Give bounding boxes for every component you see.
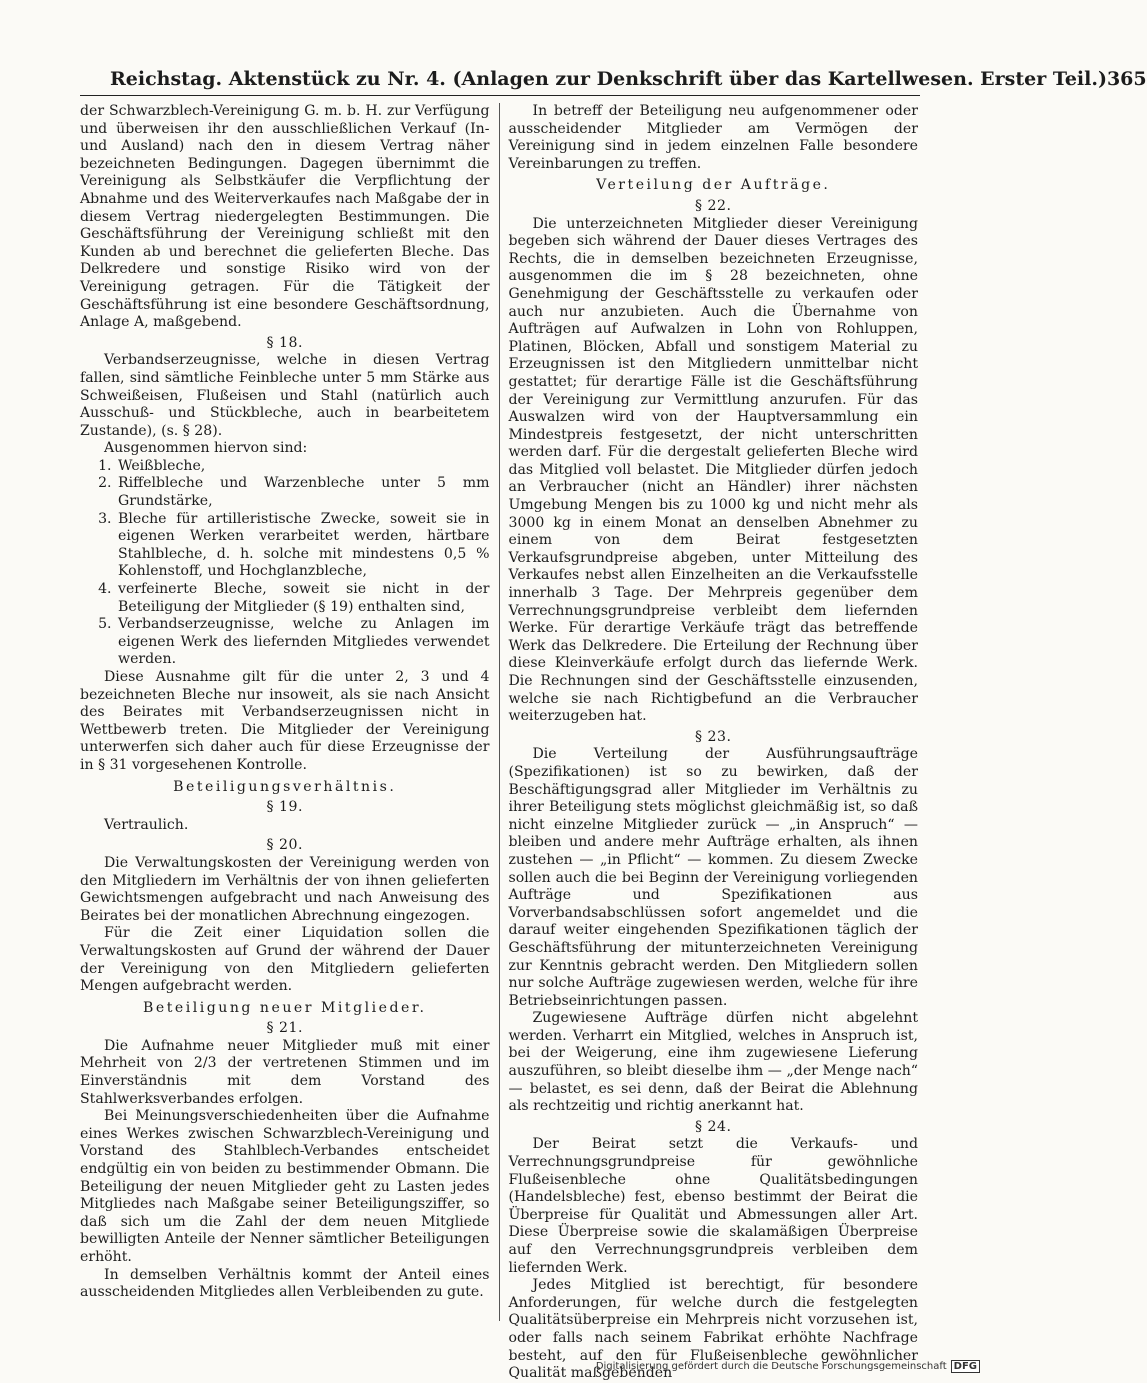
paragraph: der Schwarzblech-Vereinigung G. m. b. H. zur Verfügung und überweisen ihr den ausschließlichen Verkauf (In- und Ausland) nach den in diesem Vertrag näher bezeichneten Bedingungen. Dagegen übernimmt die Vereinigung als Selbstkäufer die Verpflichtung der Abnahme und des Weiterverkaufes nach Maßgabe der in diesem Vertrag niedergelegten Bestimmungen. Die Geschäftsführung der Vereinigung schließt mit den Kunden ab und berechnet die gelieferten Bleche. Das Delkredere und sonstige Risiko wird von der Vereinigung getragen. Für die Tätigkeit der Geschäftsführung ist eine besondere Geschäftsordnung, Anlage A, maßgebend. [80, 103, 490, 331]
section-number: § 23. [695, 728, 732, 745]
header-rule [80, 95, 920, 96]
page-header [110, 58, 1147, 90]
exclusions-list [80, 458, 490, 669]
section-number: § 24. [695, 1118, 732, 1135]
paragraph: Verbandserzeugnisse, welche in diesen Vertrag fallen, sind sämtliche Feinbleche unter 5 mm Stärke aus Schweißeisen, Flußeisen und Stahl (natürlich auch Ausschuß- und Stückbleche, auch in bearbeitetem Zustande), (s. § 28). [80, 352, 490, 439]
page-number: 365 [1106, 68, 1147, 90]
paragraph: In betreff der Beteiligung neu aufgenommener oder ausscheidender Mitglieder am Vermögen der Vereinigung sind in jedem einzelnen Falle besondere Vereinbarungen zu treffen. [508, 103, 918, 172]
paragraph: Die Verteilung der Ausführungsaufträge (Spezifikationen) ist so zu bewirken, daß der Beschäftigungsgrad aller Mitglieder im Verhältnis zu ihrer Beteiligung stets möglichst gleichmäßig ist, so daß nicht einzelne Mitglieder zurück — „in Anspruch“ — bleiben und andere mehr Aufträge erhalten, als ihnen zustehen — „in Pflicht“ — kommen. Zu diesem Zwecke sollen auch die bei Beginn der Vereinigung vorliegenden Aufträge und Spezifikationen aus Vorverbandsabschlüssen sofort angemeldet und die darauf weiter eingehenden Spezifikationen täglich der Geschäftsführung der mitunterzeichneten Vereinigung zur Kenntnis gebracht werden. Den Mitgliedern sollen nur solche Aufträge zugewiesen werden, welche für ihre Betriebseinrichtungen passen. [508, 746, 918, 1009]
section-number: § 22. [695, 197, 732, 214]
paragraph: Vertraulich. [104, 816, 189, 833]
dfg-logo: DFG [951, 1360, 980, 1373]
section-heading: Beteiligungsverhältnis. [173, 778, 397, 795]
paragraph: Die unterzeichneten Mitglieder dieser Vereinigung begeben sich während der Dauer dieses Vertrages des Rechts, die in demselben bezeichneten Erzeugnisse, ausgenommen die im § 28 bezeichneten, ohne Genehmigung der Geschäftsstelle zu verkaufen oder auch nur anzubieten. Auch die Übernahme von Aufträgen auf Aufwalzen in Lohn von Rohluppen, Platinen, Blöcken, Abfall und sonstigem Material zu Erzeugnissen ist den Mitgliedern unmittelbar nicht gestattet; für derartige Fälle ist die Geschäftsführung der Vereinigung zur Vermittlung anzurufen. Für das Auswalzen wird von der Hauptversammlung ein Mindestpreis festgesetzt, der nicht unterschritten werden darf. Für die dergestalt gelieferten Bleche wird das Mitglied voll belastet. Die Mitglieder dürfen jedoch an Verbraucher (nicht an Händler) ihrer nächsten Umgebung Mengen bis zu 1000 kg und nicht mehr als 3000 kg in einem Monat an denselben Abnehmer zu einem von dem Beirat festgesetzten Verkaufsgrundpreise abgeben, unter Mitteilung des Verkaufes nebst allen Einzelheiten an die Verkaufsstelle innerhalb 3 Tage. Der Mehrpreis gegenüber dem Verrechnungsgrundpreise verbleibt dem liefernden Werke. Für derartige Verkäufe trägt das betreffende Werk das Delkredere. Die Erteilung der Rechnung über diese Kleinverkäufe erfolgt durch das liefernde Werk. Die Rechnungen sind der Geschäftsstelle einzusenden, welche sie nach Richtigbefund an die Verbraucher weiterzugeben hat. [508, 215, 918, 725]
section-number: § 18. [266, 334, 303, 351]
paragraph: Zugewiesene Aufträge dürfen nicht abgelehnt werden. Verharrt ein Mitglied, welches in Anspruch ist, bei der Weigerung, eine ihm zugewiesene Lieferung auszuführen, so bleibt dieselbe ihm — „der Menge nach“ — belastet, es sei denn, daß der Beirat die Ablehnung als rechtzeitig und richtig anerkannt hat. [508, 1010, 918, 1115]
section-number: § 19. [266, 799, 303, 816]
list-item: 5. Verbandserzeugnisse, welche zu Anlagen im eigenen Werk des liefernden Mitgliedes verwendet werden. [116, 616, 490, 669]
paragraph: Bei Meinungsverschiedenheiten über die Aufnahme eines Werkes zwischen Schwarzblech-Vereinigung und Vorstand des Stahlblech-Verbandes entscheidet endgültig ein von beiden zu bestimmender Obmann. Die Beteiligung der neuen Mitglieder geht zu Lasten jedes Mitgliedes nach Maßgabe seiner Beteiligungsziffer, so daß sich um die Zahl der dem neuen Mitgliede bewilligten Anteile der Nenner sämtlicher Beteiligungen erhöht. [80, 1108, 490, 1265]
paragraph: Die Verwaltungskosten der Vereinigung werden von den Mitgliedern im Verhältnis der von ihnen gelieferten Gewichtsmengen aufgebracht und nach Anweisung des Beirates bei der monatlichen Abrechnung eingezogen. [80, 854, 490, 924]
paragraph: Der Beirat setzt die Verkaufs- und Verrechnungsgrundpreise für gewöhnliche Flußeisenbleche ohne Qualitätsbedingungen (Handelsbleche) fest, ebenso bestimmt der Beirat die Überpreise für Qualität und Abmessungen aller Art. Diese Überpreise sowie die skalamäßigen Überpreise auf den Verrechnungsgrundpreis verbleiben dem liefernden Werk. [508, 1136, 918, 1276]
list-item: 4. verfeinerte Bleche, soweit sie nicht in der Beteiligung der Mitglieder (§ 19) enthalten sind, [116, 581, 490, 616]
paragraph: Die Aufnahme neuer Mitglieder muß mit einer Mehrheit von 2/3 der vertretenen Stimmen und im Einverständnis mit dem Vorstand des Stahlwerksverbandes erfolgen. [80, 1037, 490, 1107]
section-number: § 21. [266, 1020, 303, 1037]
funding-footer [596, 1360, 980, 1373]
paragraph: Für die Zeit einer Liquidation sollen die Verwaltungskosten auf Grund der während der Dauer der Vereinigung von den Mitgliedern gelieferten Mengen aufgebracht werden. [80, 925, 490, 995]
paragraph: In demselben Verhältnis kommt der Anteil eines ausscheidenden Mitgliedes allen Verbleibenden zu gute. [80, 1266, 490, 1301]
funding-note: Digitalisierung gefördert durch die Deutsche Forschungsgemeinschaft [595, 1361, 947, 1372]
paragraph: Diese Ausnahme gilt für die unter 2, 3 und 4 bezeichneten Bleche nur insoweit, als sie nach Ansicht des Beirates mit Verbandserzeugnissen nicht in Wettbewerb treten. Die Mitglieder der Vereinigung unterwerfen sich daher auch für diese Erzeugnisse der in § 31 vorgesehenen Kontrolle. [80, 669, 490, 773]
list-item: 2. Riffelbleche und Warzenbleche unter 5 mm Grundstärke, [116, 475, 490, 510]
paragraph: Ausgenommen hiervon sind: [104, 440, 308, 457]
list-item: 3. Bleche für artilleristische Zwecke, soweit sie in eigenen Werken verarbeitet werden, härtbare Stahlbleche, d. h. solche mit mindestens 0,5 % Kohlenstoff, und Hochglanzbleche, [116, 511, 490, 581]
section-heading: Verteilung der Aufträge. [596, 177, 831, 194]
running-title: Reichstag. Aktenstück zu Nr. 4. (Anlagen zur Denkschrift über das Kartellwesen. Erster Teil.) [110, 68, 1107, 90]
section-heading: Beteiligung neuer Mitglieder. [143, 999, 427, 1016]
section-number: § 20. [266, 837, 303, 854]
paragraph: Jedes Mitglied ist berechtigt, für besondere Anforderungen, für welche durch die festgelegten Qualitätsüberpreise ein Mehrpreis nicht vorzusehen ist, oder falls nach seinem Fabrikat erhöhte Nachfrage besteht, auf den für Flußeisenbleche gewöhnlicher Qualität maßgebenden [508, 1277, 918, 1382]
left-column [80, 103, 499, 1321]
list-item: 1. Weißbleche, [116, 458, 490, 476]
